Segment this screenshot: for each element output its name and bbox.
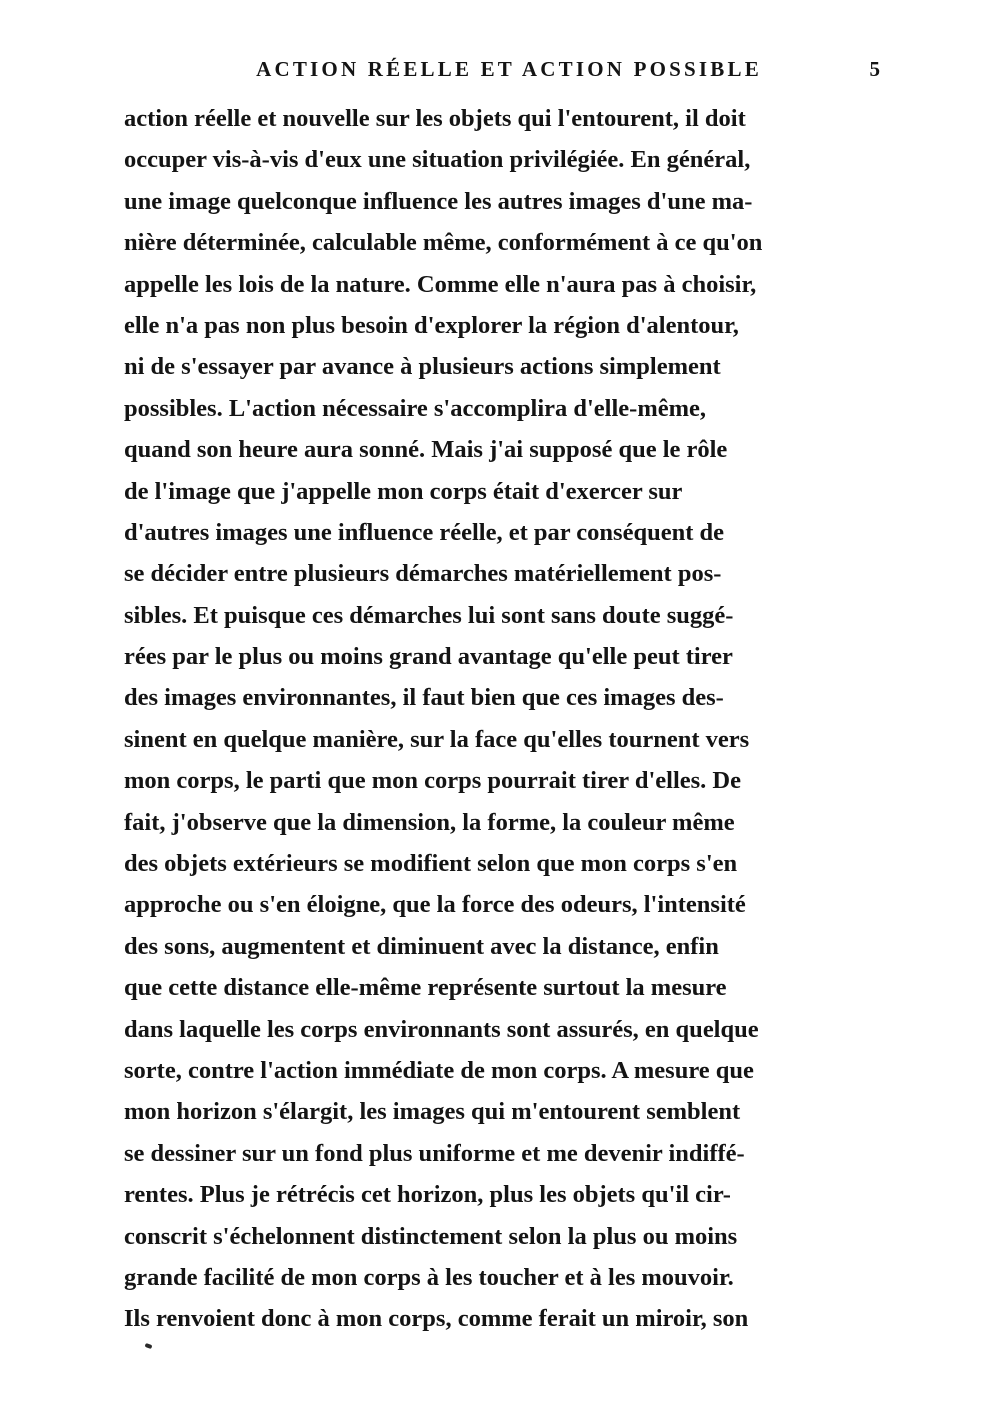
text-line: des objets extérieurs se modifient selon que mon corps s'en [124,850,738,878]
text-line: approche ou s'en éloigne, que la force des odeurs, l'intensité [124,891,746,919]
text-line: conscrit s'échelonnent distinctement selon la plus ou moins [124,1222,738,1250]
text-line: une image quelconque influence les autres images d'une ma- [124,187,753,215]
text-line: mon corps, le parti que mon corps pourrait tirer d'elles. De [124,767,741,795]
text-line: sinent en quelque manière, sur la face qu'elles tournent vers [124,725,750,753]
running-head [124,52,880,86]
text-line: rentes. Plus je rétrécis cet horizon, plus les objets qu'il cir- [124,1181,731,1209]
text-line: fait, j'observe que la dimension, la forme, la couleur même [124,808,735,836]
text-line: rées par le plus ou moins grand avantage qu'elle peut tirer [124,643,733,671]
ink-speck [145,1343,153,1349]
text-line: mon horizon s'élargit, les images qui m'entourent semblent [124,1098,741,1126]
body-text [124,98,880,1340]
text-line: d'autres images une influence réelle, et par conséquent de [124,518,724,546]
text-line: appelle les lois de la nature. Comme elle n'aura pas à choisir, [124,270,757,298]
text-line: des sons, augmentent et diminuent avec la distance, enfin [124,932,719,960]
text-line: dans laquelle les corps environnants sont assurés, en quelque [124,1015,759,1043]
text-line: action réelle et nouvelle sur les objets qui l'entourent, il doit [124,105,746,132]
text-line: sorte, contre l'action immédiate de mon corps. A mesure que [124,1056,754,1084]
text-line: Ils renvoient donc à mon corps, comme ferait un miroir, son [124,1305,749,1333]
text-line: quand son heure aura sonné. Mais j'ai supposé que le rôle [124,436,728,464]
text-line: ni de s'essayer par avance à plusieurs actions simplement [124,353,721,381]
text-line: grande facilité de mon corps à les toucher et à les mouvoir. [124,1263,734,1291]
text-line: occuper vis-à-vis d'eux une situation privilégiée. En général, [124,146,751,174]
page-number: 5 [869,57,880,81]
text-line: de l'image que j'appelle mon corps était d'exercer sur [124,477,683,505]
text-line: elle n'a pas non plus besoin d'explorer la région d'alentour, [124,311,739,339]
text-line: des images environnantes, il faut bien que ces images des- [124,684,724,712]
text-line: que cette distance elle-même représente surtout la mesure [124,974,727,1002]
text-line: se dessiner sur un fond plus uniforme et me devenir indiffé- [124,1139,745,1167]
text-line: possibles. L'action nécessaire s'accomplira d'elle-même, [124,394,707,422]
text-line: nière déterminée, calculable même, conformément à ce qu'on [124,229,763,257]
text-line: sibles. Et puisque ces démarches lui sont sans doute suggé- [124,601,734,629]
running-title: ACTION RÉELLE ET ACTION POSSIBLE [256,57,762,81]
text-line: se décider entre plusieurs démarches matériellement pos- [124,560,722,588]
